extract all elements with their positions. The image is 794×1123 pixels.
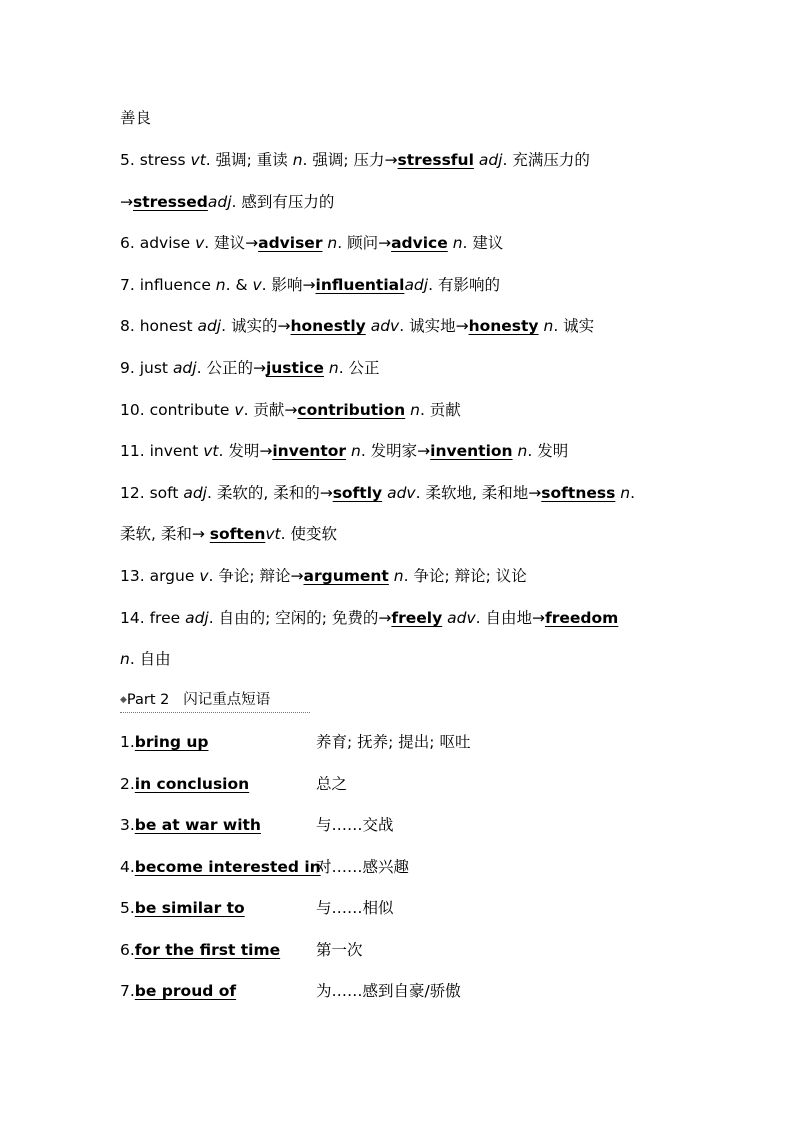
part-of-speech: v bbox=[199, 567, 209, 585]
phrase-row bbox=[120, 980, 461, 1002]
phrase-answer: in conclusion bbox=[134, 775, 250, 793]
part-of-speech: n bbox=[328, 359, 339, 377]
entry-text: . 发明→ bbox=[218, 442, 273, 460]
vocab-entry-line bbox=[120, 149, 700, 171]
entry-text: 5. stress bbox=[120, 151, 191, 169]
part-of-speech: v bbox=[195, 234, 205, 252]
part-of-speech: n bbox=[543, 317, 554, 335]
entry-text: . 有影响的 bbox=[428, 276, 500, 294]
entry-text: . bbox=[630, 484, 636, 502]
entry-text: . 柔软的, 柔和的→ bbox=[206, 484, 333, 502]
phrase-answer: be similar to bbox=[134, 899, 245, 917]
part-of-speech: n bbox=[410, 401, 420, 419]
entry-text: 11. invent bbox=[120, 442, 204, 460]
part-of-speech: adj bbox=[172, 359, 197, 377]
part-of-speech: adj bbox=[404, 276, 429, 294]
phrase-row bbox=[120, 856, 410, 878]
entry-text: . 建议→ bbox=[204, 234, 259, 252]
answer-word: argument bbox=[303, 567, 389, 585]
phrase-number: 4. bbox=[120, 858, 135, 876]
entry-text: . 争论; 辩论→ bbox=[208, 567, 304, 585]
phrase-meaning: 与……交战 bbox=[316, 816, 394, 834]
phrase-number: 3. bbox=[120, 816, 135, 834]
entry-text: . 公正的→ bbox=[196, 359, 266, 377]
phrase-number: 1. bbox=[120, 733, 135, 751]
vocab-entry-line bbox=[120, 399, 700, 421]
part-of-speech: vt bbox=[203, 442, 219, 460]
answer-word: softly bbox=[332, 484, 383, 502]
answer-word: soften bbox=[209, 525, 266, 543]
answer-word: influential bbox=[315, 276, 405, 294]
phrase-answer: for the first time bbox=[134, 941, 281, 959]
part-of-speech: n bbox=[215, 276, 226, 294]
answer-word: justice bbox=[265, 359, 324, 377]
vocab-entry-line bbox=[120, 648, 700, 670]
phrase-answer: be proud of bbox=[134, 982, 237, 1000]
entry-text: . 使变软 bbox=[280, 525, 337, 543]
phrase-meaning: 对……感兴趣 bbox=[316, 858, 410, 876]
phrase-meaning: 第一次 bbox=[316, 941, 363, 959]
entry-text: . 发明 bbox=[527, 442, 569, 460]
answer-word: honestly bbox=[290, 317, 366, 335]
answer-word: invention bbox=[430, 442, 513, 460]
phrase-answer: become interested in bbox=[134, 858, 321, 876]
part-of-speech: n bbox=[393, 567, 404, 585]
vocab-entry-line bbox=[120, 482, 700, 504]
phrase-number: 7. bbox=[120, 982, 135, 1000]
part-of-speech: n bbox=[351, 442, 361, 460]
answer-word: stressful bbox=[397, 151, 474, 169]
entry-text: 14. free bbox=[120, 609, 186, 627]
part-of-speech: n bbox=[120, 650, 130, 668]
part-of-speech: n bbox=[292, 151, 303, 169]
entry-text: 10. contribute bbox=[120, 401, 235, 419]
entry-text: . 自由 bbox=[129, 650, 171, 668]
phrase-row bbox=[120, 939, 363, 961]
part-of-speech: adj bbox=[207, 193, 232, 211]
part-of-speech: adj bbox=[185, 609, 209, 627]
entry-text: . 自由地→ bbox=[475, 609, 546, 627]
entry-text: . & bbox=[225, 276, 253, 294]
vocab-entry-line bbox=[120, 315, 700, 337]
answer-word: advice bbox=[391, 234, 448, 252]
entry-text: . 发明家→ bbox=[360, 442, 431, 460]
entry-text: . 贡献 bbox=[419, 401, 461, 419]
answer-word: freedom bbox=[545, 609, 619, 627]
entry-text: . 自由的; 空闲的; 免费的→ bbox=[208, 609, 392, 627]
entry-text: → bbox=[120, 193, 133, 211]
part-of-speech: adj bbox=[183, 484, 207, 502]
part-of-speech: vt bbox=[190, 151, 206, 169]
phrase-meaning: 总之 bbox=[316, 775, 348, 793]
part-of-speech: v bbox=[252, 276, 262, 294]
part-of-speech: adv bbox=[387, 484, 416, 502]
answer-word: inventor bbox=[272, 442, 347, 460]
entry-text: . 影响→ bbox=[261, 276, 316, 294]
phrase-row bbox=[120, 731, 471, 753]
part2-title: Part 2 bbox=[126, 692, 170, 708]
phrase-answer: be at war with bbox=[134, 816, 261, 834]
part-of-speech: n bbox=[620, 484, 631, 502]
entry-text: . 柔软地, 柔和地→ bbox=[415, 484, 542, 502]
phrase-answer: bring up bbox=[134, 733, 209, 751]
part-of-speech: n bbox=[327, 234, 338, 252]
entry-text: . 强调; 压力→ bbox=[302, 151, 398, 169]
answer-word: stressed bbox=[133, 193, 208, 211]
entry-text: 12. soft bbox=[120, 484, 184, 502]
vocab-entry-line bbox=[120, 191, 700, 213]
entry-text: 13. argue bbox=[120, 567, 200, 585]
intro-line: 善良 bbox=[120, 109, 152, 127]
part-of-speech: adj bbox=[197, 317, 222, 335]
entry-text: . 贡献→ bbox=[243, 401, 298, 419]
vocab-entry-line bbox=[120, 607, 700, 629]
phrase-number: 6. bbox=[120, 941, 135, 959]
part-of-speech: adv bbox=[370, 317, 400, 335]
entry-text: 8. honest bbox=[120, 317, 198, 335]
phrase-row bbox=[120, 773, 348, 795]
entry-text: 9. just bbox=[120, 359, 173, 377]
entry-text: 6. advise bbox=[120, 234, 196, 252]
entry-text: . 感到有压力的 bbox=[231, 193, 335, 211]
entry-text: 7. influence bbox=[120, 276, 216, 294]
entry-text: . 诚实的→ bbox=[221, 317, 291, 335]
vocab-entry-line bbox=[120, 357, 700, 379]
entry-text: . 强调; 重读 bbox=[205, 151, 293, 169]
vocab-entry-line bbox=[120, 232, 700, 254]
phrase-row bbox=[120, 897, 394, 919]
part-of-speech: n bbox=[452, 234, 463, 252]
entry-text: . 争论; 辩论; 议论 bbox=[403, 567, 527, 585]
part2-heading bbox=[120, 689, 270, 711]
part-of-speech: n bbox=[517, 442, 528, 460]
answer-word: honesty bbox=[468, 317, 539, 335]
answer-word: adviser bbox=[258, 234, 323, 252]
entry-text: 柔软, 柔和→ bbox=[120, 525, 210, 543]
diamond-icon: ◆ bbox=[120, 695, 127, 705]
answer-word: contribution bbox=[297, 401, 406, 419]
entry-text: . 建议 bbox=[462, 234, 504, 252]
vocab-entry-line bbox=[120, 523, 700, 545]
part-of-speech: adv bbox=[447, 609, 476, 627]
part-of-speech: v bbox=[234, 401, 244, 419]
part2-divider bbox=[120, 712, 310, 713]
vocab-entry-line bbox=[120, 274, 700, 296]
entry-text: . 公正 bbox=[338, 359, 380, 377]
part-of-speech: vt bbox=[265, 525, 281, 543]
vocab-entry-line bbox=[120, 440, 700, 462]
phrase-row bbox=[120, 814, 394, 836]
phrase-meaning: 养育; 抚养; 提出; 呕吐 bbox=[316, 733, 471, 751]
part-of-speech: adj bbox=[478, 151, 503, 169]
entry-text: . 诚实 bbox=[553, 317, 595, 335]
entry-text: . 诚实地→ bbox=[399, 317, 469, 335]
phrase-meaning: 与……相似 bbox=[316, 899, 394, 917]
phrase-number: 2. bbox=[120, 775, 135, 793]
entry-text: . 顾问→ bbox=[337, 234, 392, 252]
phrase-number: 5. bbox=[120, 899, 135, 917]
answer-word: softness bbox=[541, 484, 616, 502]
vocab-entry-line bbox=[120, 565, 700, 587]
phrase-meaning: 为……感到自豪/骄傲 bbox=[316, 982, 461, 1000]
entry-text: . 充满压力的 bbox=[502, 151, 590, 169]
answer-word: freely bbox=[391, 609, 443, 627]
part2-subtitle: 闪记重点短语 bbox=[183, 692, 271, 708]
